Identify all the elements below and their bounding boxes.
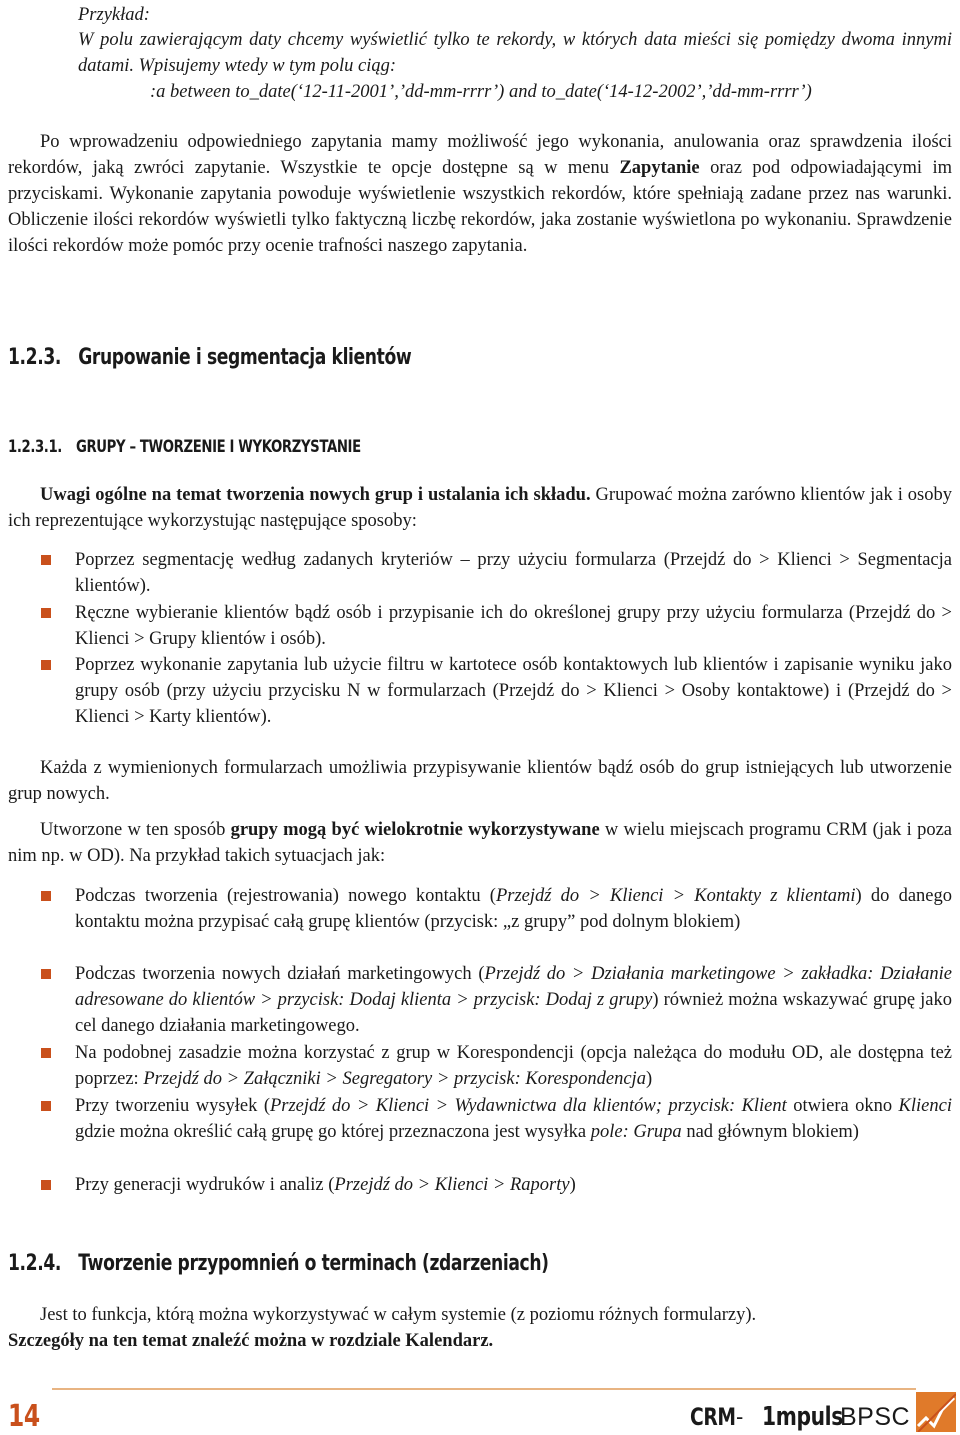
bullet-square-icon (41, 891, 51, 901)
list-text: ) również można wskazywać grupę jako cel danego działania marketingowego. (75, 990, 953, 1036)
paragraph-grouping-notes (8, 482, 952, 534)
list-item (75, 1040, 952, 1092)
example-text-b: Wpisujemy wtedy w tym polu ciąg: (138, 56, 397, 76)
window-name: Klienci (898, 1096, 952, 1116)
section-heading-1-2-4 (8, 1249, 549, 1279)
menu-path: Przejdź do > Klienci > Wydawnictwa dla klientów; przycisk: Klient (269, 1096, 787, 1116)
paragraph-bold-phrase: grupy mogą być wielokrotnie wykorzystywane (230, 820, 600, 840)
example-text-a: W polu zawierającym daty chcemy wyświetlić tylko te rekordy, w których data mieści się pomiędzy dwoma innymi datami. (78, 30, 952, 76)
menu-path: Przejdź do > Klienci > Raporty (334, 1175, 570, 1195)
bullet-square-icon (41, 969, 51, 979)
list-text: ) do danego kontaktu można przypisać całą grupę klientów (przycisk: „z grupy” pod dolnym blokiem) (75, 886, 952, 932)
list-item: Ręczne wybieranie klientów bądź osób i przypisanie ich do określonej grupy przy użyciu formularza (Przejdź do > Klienci > Grupy klientów i osób). (75, 603, 952, 649)
paragraph-calendar-ref: Szczegóły na ten temat znaleźć można w rozdziale Kalendarz. (8, 1331, 494, 1351)
paragraph-text: oraz pod odpowiadającymi im przyciskami. Wykonanie zapytania powoduje wyświetlenie wszystkich rekordów, które spełniają zadane przez nas warunki. Obliczenie ilości rekordów wyświetli tylko faktyczną liczbę rekordów, jaka zostanie wyświetlona po wykonaniu. Sprawdzenie ilości rekordów może pomóc przy ocenie trafności naszego zapytania. (8, 158, 952, 256)
list-item (75, 961, 952, 1039)
section-title: Tworzenie przypomnień o terminach (zdarzeniach) (78, 1251, 549, 1276)
bullet-square-icon (41, 1180, 51, 1190)
paragraph-text: Utworzone w ten sposób (40, 820, 231, 840)
section-number: 1.2.3. (8, 345, 62, 370)
footer-divider (52, 1388, 916, 1390)
list-text: otwiera okno (786, 1096, 899, 1116)
paragraph-forms-assign: Każda z wymienionych formularzach umożliwia przypisywanie klientów bądź osób do grup istniejących lub utworzenie grup nowych. (8, 758, 952, 804)
list-text: ) (569, 1175, 576, 1195)
menu-name-zapytanie: Zapytanie (619, 158, 700, 178)
page-number: 14 (8, 1399, 40, 1434)
paragraph-query-options (8, 129, 952, 259)
section-title: Grupowanie i segmentacja klientów (78, 345, 412, 370)
bullet-square-icon (41, 608, 51, 618)
paragraph-text: w wielu miejscach programu CRM (jak i poza nim np. w OD). Na przykład takich sytuacjach jak: (8, 820, 952, 866)
paragraph-text: Grupować można zarówno klientów jak i osoby ich reprezentujące wykorzystując następujące sposoby: (8, 485, 952, 531)
bullet-square-icon (41, 1048, 51, 1058)
example-code: :a between to_date(‘12-11-2001’,’dd-mm-rrrr’) and to_date(‘14-12-2002’,’dd-mm-rrrr’) (150, 82, 812, 102)
bullet-square-icon (41, 1101, 51, 1111)
paragraph-reminders: Jest to funkcja, którą można wykorzystywać w całym systemie (z poziomu różnych formularzy). (40, 1305, 757, 1325)
list-text: Na podobnej zasadzie można korzystać z grup w Korespondencji (opcja należąca do modułu OD, ale dostępna też poprzez: (75, 1043, 952, 1089)
paragraph-text: Po wprowadzeniu odpowiedniego zapytania mamy możliwość jego wykonania, anulowania oraz sprawdzenia ilości rekordów, jaką zwróci zapytanie. Wszystkie te opcje dostępne są w menu (8, 132, 952, 178)
paragraph-bold-lead: Uwagi ogólne na temat tworzenia nowych grup i ustalania ich składu. (40, 485, 591, 505)
list-text: Przy tworzeniu wysyłek ( (75, 1096, 270, 1116)
bullet-square-icon (41, 555, 51, 565)
list-item: Poprzez segmentację według zadanych kryteriów – przy użyciu formularza (Przejdź do > Klienci > Segmentacja klientów). (75, 550, 952, 596)
list-text: Podczas tworzenia (rejestrowania) nowego kontaktu ( (75, 886, 496, 906)
footer-brand-impuls: 1mpuls (762, 1402, 843, 1432)
list-text: gdzie można określić całą grupę go której przeznaczona jest wysyłka (75, 1122, 591, 1142)
example-text (78, 27, 952, 79)
list-text: Przy generacji wydruków i analiz ( (75, 1175, 335, 1195)
list-text: Podczas tworzenia nowych działań marketingowych ( (75, 964, 485, 984)
footer-brand-bpsc: BPSC (840, 1403, 911, 1431)
paragraph-reuse-groups (8, 817, 952, 869)
list-text: ) (645, 1069, 653, 1089)
menu-path: Przejdź do > Załączniki > Segregatory > przycisk: Korespondencja (143, 1069, 646, 1089)
section-heading-1-2-3 (8, 343, 411, 373)
section-title: GRUPY – TWORZENIE I WYKORZYSTANIE (75, 437, 361, 457)
list-item (75, 883, 952, 935)
brand-logo-icon (916, 1392, 956, 1432)
list-item (75, 1093, 952, 1145)
list-item: Poprzez wykonanie zapytania lub użycie filtru w kartotece osób kontaktowych lub klientów i zapisanie wyniku jako grupy osób (przy użyciu przycisku N w formularzach (Przejdź do > Klienci > Osoby kontaktowe) i (Przejdź do > Klienci > Karty klientów). (75, 655, 952, 727)
field-name: pole: Grupa (590, 1122, 682, 1142)
section-number: 1.2.3.1. (8, 437, 62, 457)
section-heading-1-2-3-1 (8, 434, 361, 460)
example-label: Przykład: (78, 5, 150, 25)
section-number: 1.2.4. (8, 1251, 62, 1276)
footer-brand-crm: CRM (690, 1403, 736, 1431)
menu-path: Przejdź do > Działania marketingowe > zakładka: Działanie adresowane do klientów > przycisk: Dodaj klienta > przycisk: Dodaj z grupy (75, 964, 953, 1010)
menu-path: Przejdź do > Klienci > Kontakty z klientami (495, 886, 856, 906)
bullet-square-icon (41, 660, 51, 670)
list-text: nad głównym blokiem) (681, 1122, 859, 1142)
list-item (75, 1172, 952, 1198)
footer-separator: - (736, 1404, 744, 1429)
